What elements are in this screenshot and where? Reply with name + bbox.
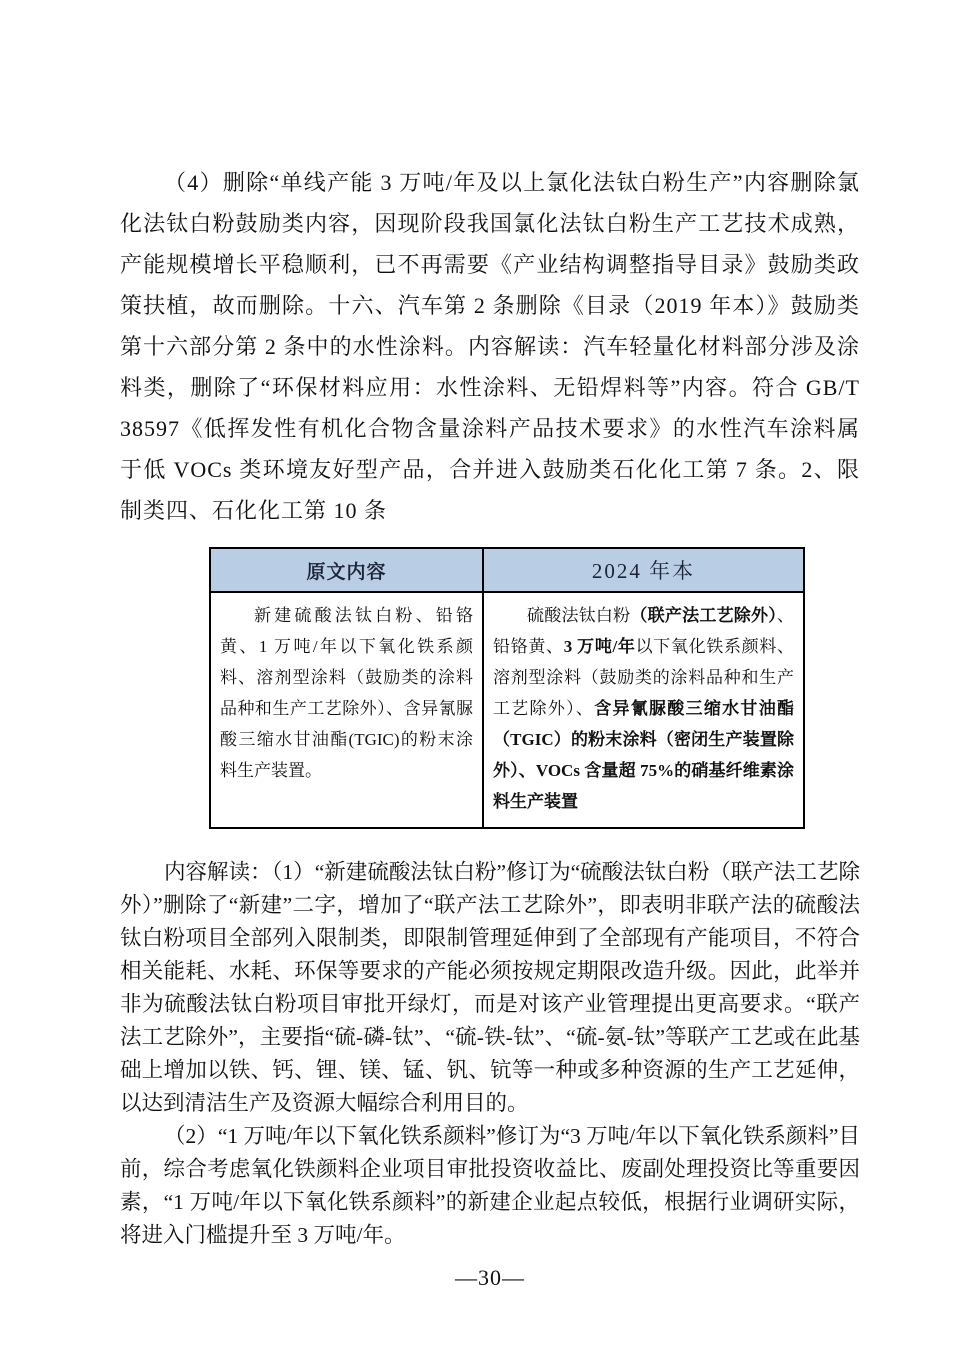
table-header-2024-edition: 2024 年本 <box>483 548 804 592</box>
paragraph-interpretation-1: 内容解读：（1）“新建硫酸法钛白粉”修订为“硫酸法钛白粉（联产法工艺除外）”删除了“新建”二字，增加了“联产法工艺除外”，即表明非联产法的硫酸法钛白粉项目全部列入限制类，即限制管理延伸到了全部现有产能项目，不符合相关能耗、水耗、环保等要求的产能必须按规定期限改造升级。因此，此举并非为硫酸法钛白粉项目审批开绿灯，而是对该产业管理提出更高要求。“联产法工艺除外”，主要指“硫-磷-钛”、“硫-铁-钛”、“硫-氨-钛”等联产工艺或在此基础上增加以铁、钙、锂、镁、锰、钒、钪等一种或多种资源的生产工艺延伸，以达到清洁生产及资源大幅综合利用目的。 <box>120 860 860 1115</box>
paragraph-item-4-deletion: （4）删除“单线产能 3 万吨/年及以上氯化法钛白粉生产”内容删除氯化法钛白粉鼓励类内容，因现阶段我国氯化法钛白粉生产工艺技术成熟，产能规模增长平稳顺利，已不再需要《产业结构调整指导目录》鼓励类政策扶植，故而删除。十六、汽车第 2 条删除《目录（2019 年本）》鼓励类第十六部分第 2 条中的水性涂料。内容解读：汽车轻量化材料部分涉及涂料类，删除了“环保材料应用：水性涂料、无铅焊料等”内容。符合 GB/T 38597《低挥发性有机化合物含量涂料产品技术要求》的水性汽车涂料属于低 VOCs 类环境友好型产品，合并进入鼓励类石化化工第 7 条。2、限制类四、石化化工第 10 条 <box>120 170 860 523</box>
paragraph-interpretation-2: （2）“1 万吨/年以下氧化铁系颜料”修订为“3 万吨/年以下氧化铁系颜料”目前，综合考虑氧化铁颜料企业项目审批投资收益比、废副处理投资比等重要因素，“1 万吨/年以下氧化铁系颜料”的新建企业起点较低，根据行业调研实际，将进入门槛提升至 3 万吨/年。 <box>120 1124 860 1247</box>
comparison-table-header-row <box>210 548 804 592</box>
table-cell-original-content: 新建硫酸法钛白粉、铅铬黄、1 万吨/年以下氧化铁系颜料、溶剂型涂料（鼓励类的涂料品种和生产工艺除外）、含异氰脲酸三缩水甘油酯(TGIC)的粉末涂料生产装置。 <box>210 592 483 828</box>
table-header-original-content: 原文内容 <box>210 548 483 592</box>
page-content <box>120 0 860 1291</box>
page-number: —30— <box>455 1265 525 1290</box>
comparison-table <box>209 547 805 829</box>
comparison-table-body-row <box>210 592 804 828</box>
table-cell-2024-edition: 硫酸法钛白粉（联产法工艺除外）、铅铬黄、3 万吨/年以下氧化铁系颜料、溶剂型涂料（鼓励类的涂料品种和生产工艺除外）、含异氰脲酸三缩水甘油酯（TGIC）的粉末涂料（密闭生产装置除外）、VOCs 含量超 75%的硝基纤维素涂料生产装置 <box>483 592 804 828</box>
